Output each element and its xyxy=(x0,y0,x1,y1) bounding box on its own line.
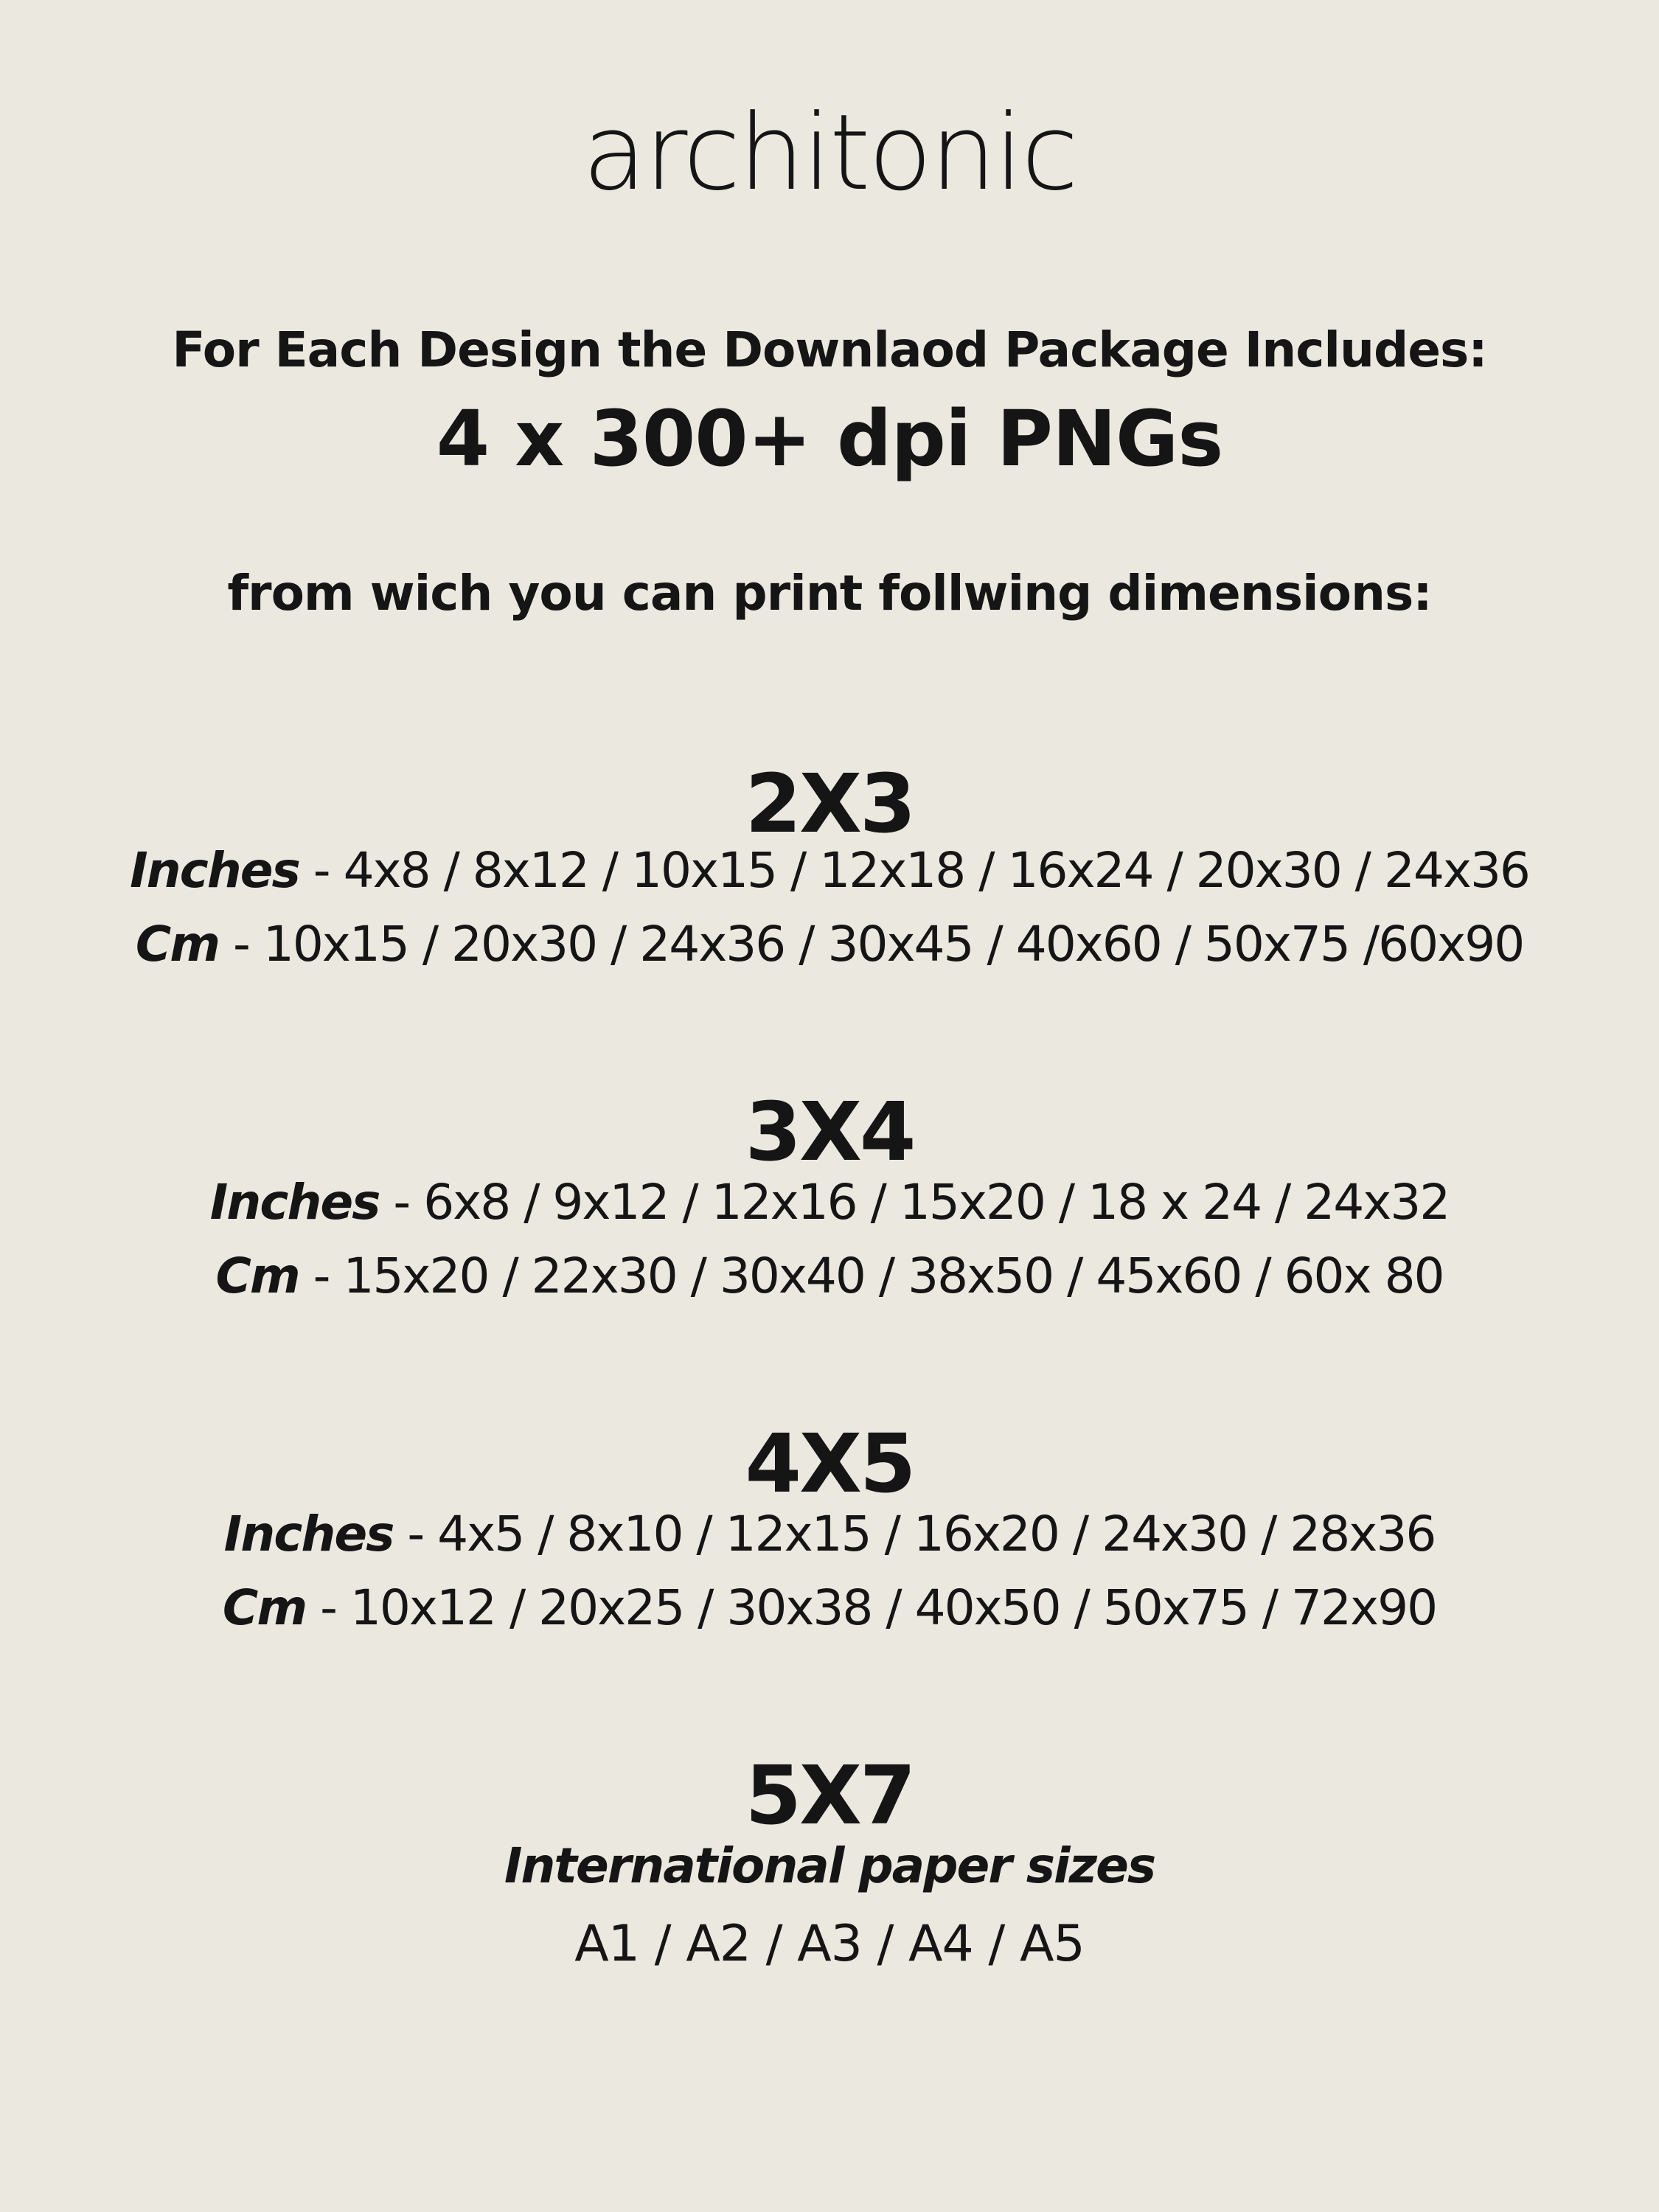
section-5x7-title: 5X7 xyxy=(745,1748,914,1843)
international-paper-sizes-values: A1 / A2 / A3 / A4 / A5 xyxy=(574,1915,1085,1973)
package-headline: 4 x 300+ dpi PNGs xyxy=(436,394,1223,484)
label-separator: - xyxy=(313,1248,330,1304)
label-separator: - xyxy=(233,916,249,973)
inches-label: Inches xyxy=(209,1174,380,1231)
label-separator: - xyxy=(320,1579,336,1636)
label-separator: - xyxy=(313,842,330,899)
inches-values: 4x5 / 8x10 / 12x15 / 16x20 / 24x30 / 28x36 xyxy=(437,1506,1436,1562)
inches-values: 4x8 / 8x12 / 10x15 / 12x18 / 16x24 / 20x30 / 24x36 xyxy=(343,842,1529,899)
label-separator: - xyxy=(407,1506,424,1562)
inches-values: 6x8 / 9x12 / 12x16 / 15x20 / 18 x 24 / 24x32 xyxy=(423,1174,1450,1231)
architonic-logo: architonic xyxy=(582,92,1077,214)
cm-values: 10x12 / 20x25 / 30x38 / 40x50 / 50x75 / 72x90 xyxy=(349,1579,1437,1636)
section-3x4-inches-row xyxy=(0,1172,1659,1233)
cm-values: 10x15 / 20x30 / 24x36 / 30x45 / 40x60 / 50x75 /60x90 xyxy=(262,916,1524,973)
print-dimensions-intro: from wich you can print follwing dimensions: xyxy=(227,565,1432,622)
section-2x3-inches-row xyxy=(0,841,1659,901)
section-4x5-cm-row xyxy=(0,1578,1659,1638)
section-3x4-cm-row xyxy=(0,1246,1659,1307)
section-3x4-title: 3X4 xyxy=(745,1085,914,1179)
label-separator: - xyxy=(393,1174,410,1231)
section-4x5-inches-row xyxy=(0,1504,1659,1565)
section-4x5-title: 4X5 xyxy=(745,1416,914,1511)
section-2x3-title: 2X3 xyxy=(745,757,914,851)
international-paper-sizes-label: International paper sizes xyxy=(504,1837,1155,1894)
inches-label: Inches xyxy=(130,842,299,899)
section-2x3-cm-row xyxy=(0,914,1659,975)
cm-label: Cm xyxy=(215,1248,299,1304)
inches-label: Inches xyxy=(223,1506,394,1562)
package-intro-text: For Each Design the Downlaod Package Includes: xyxy=(172,321,1487,378)
cm-label: Cm xyxy=(135,916,220,973)
cm-values: 15x20 / 22x30 / 30x40 / 38x50 / 45x60 / 60x 80 xyxy=(343,1248,1444,1304)
cm-label: Cm xyxy=(222,1579,307,1636)
